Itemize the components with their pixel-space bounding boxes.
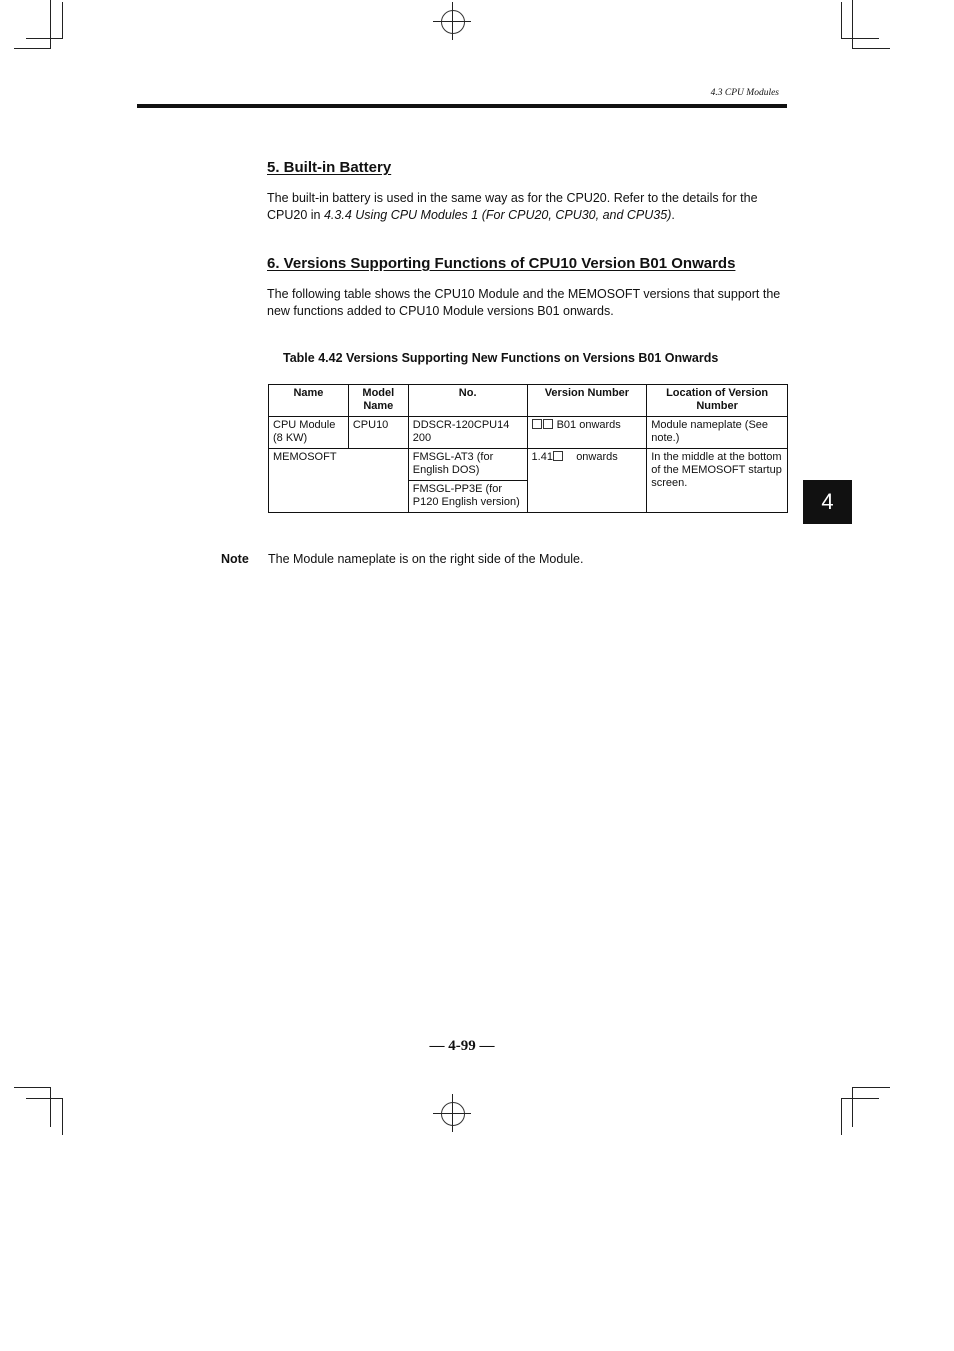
table-row — [269, 417, 788, 449]
placeholder-box — [532, 419, 542, 429]
column-header: Name — [269, 385, 349, 417]
cell-no: FMSGL-PP3E (for P120 English version) — [408, 481, 527, 513]
cell-location: In the middle at the bottom of the MEMOSOFT startup screen. — [647, 449, 788, 513]
table-row — [269, 449, 788, 481]
section-5-body: The built-in battery is used in the same way as for the CPU20. Refer to the details for the CPU20 in 4.3.4 Using CPU Modules 1 (For CPU20, CPU30, and CPU35). — [267, 191, 758, 222]
cross-reference: 4.3.4 Using CPU Modules 1 (For CPU20, CPU30, and CPU35) — [323, 208, 672, 222]
page-number: — 4-99 — — [429, 1038, 495, 1054]
cell-no: DDSCR-120CPU14 200 — [408, 417, 527, 449]
cell-version: B01 onwards — [527, 417, 647, 449]
cell-version: 1.41 onwards — [527, 449, 647, 513]
section-6-heading: 6. Versions Supporting Functions of CPU10 Version B01 Onwards — [267, 255, 736, 272]
column-header: No. — [408, 385, 527, 417]
column-header: Model Name — [348, 385, 408, 417]
column-header: Version Number — [527, 385, 647, 417]
placeholder-box — [553, 451, 563, 461]
cell-name: MEMOSOFT — [269, 449, 409, 513]
chapter-tab: 4 — [803, 480, 852, 524]
running-head: 4.3 CPU Modules — [710, 88, 779, 98]
table-header-row — [269, 385, 788, 417]
versions-table — [268, 384, 788, 513]
column-header: Location of Version Number — [647, 385, 788, 417]
cell-no: FMSGL-AT3 (for English DOS) — [408, 449, 527, 481]
cell-name: CPU Module (8 KW) — [269, 417, 349, 449]
placeholder-box — [543, 419, 553, 429]
table-caption: Table 4.42 Versions Supporting New Functions on Versions B01 Onwards — [283, 351, 719, 365]
cell-location: Module nameplate (See note.) — [647, 417, 788, 449]
cell-model: CPU10 — [348, 417, 408, 449]
section-5-heading: 5. Built-in Battery — [267, 159, 392, 176]
header-rule — [137, 104, 787, 108]
note-label: Note — [221, 552, 249, 566]
section-6-body: The following table shows the CPU10 Module and the MEMOSOFT versions that support the new functions added to CPU10 Module versions B01 onwards. — [267, 287, 781, 318]
note-text: The Module nameplate is on the right side of the Module. — [268, 552, 584, 566]
